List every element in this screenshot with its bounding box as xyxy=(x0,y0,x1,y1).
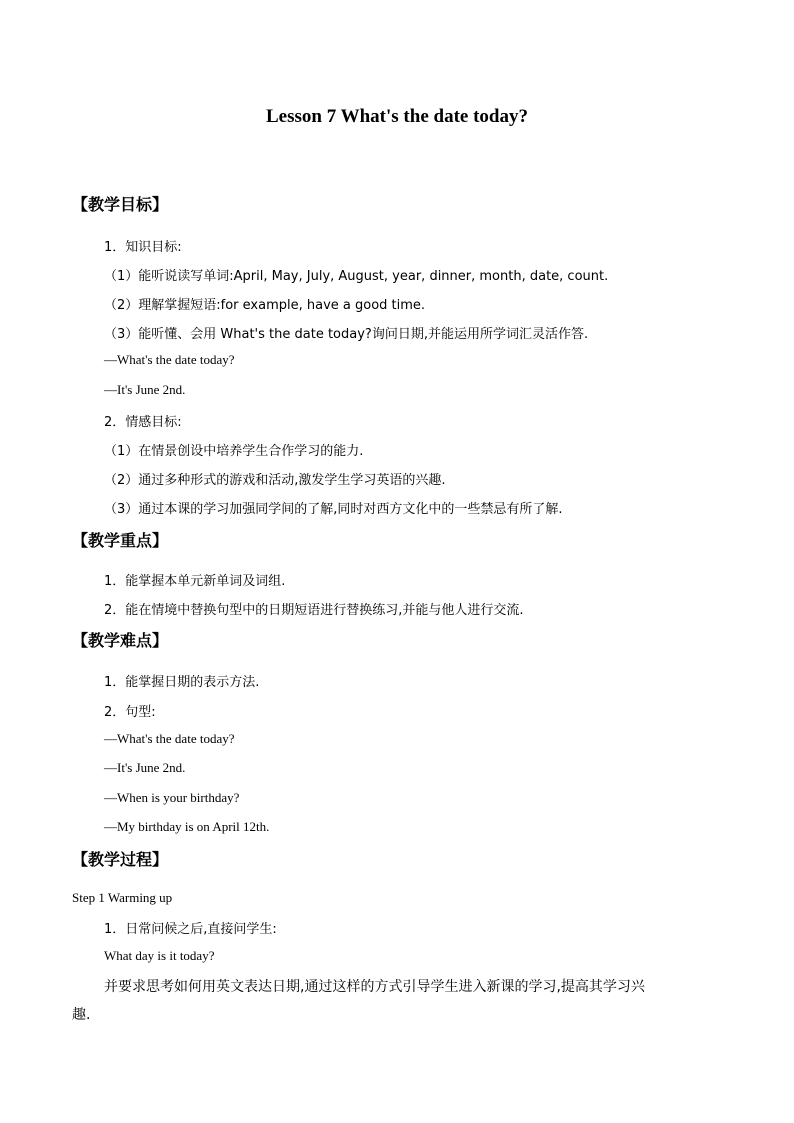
text-line: Step 1 Warming up xyxy=(72,890,173,905)
text-line: （3）能听懂、会用 What's the date today?询问日期,并能运用所学词汇灵活作答. xyxy=(104,327,589,342)
text-line: 1．能掌握本单元新单词及词组. xyxy=(104,574,286,589)
text-line: —It's June 2nd. xyxy=(104,760,186,775)
text-line: 2．情感目标: xyxy=(104,415,182,430)
text-line: —My birthday is on April 12th. xyxy=(104,819,270,834)
text-line: —When is your birthday? xyxy=(104,790,240,805)
section-heading-key-points: 【教学重点】 xyxy=(72,531,169,550)
text-line: —What's the date today? xyxy=(104,731,235,746)
text-line: （3）通过本课的学习加强同学间的了解,同时对西方文化中的一些禁忌有所了解. xyxy=(104,502,563,517)
text-line: 1．知识目标: xyxy=(104,240,182,255)
text-line: 2．句型: xyxy=(104,705,156,720)
text-line: （1）在情景创设中培养学生合作学习的能力. xyxy=(104,444,364,459)
text-line: （1）能听说读写单词:April, May, July, August, year, dinner, month, date, count. xyxy=(104,269,609,284)
section-heading-objectives: 【教学目标】 xyxy=(72,195,169,214)
text-line: —What's the date today? xyxy=(104,352,235,367)
text-line: 1．日常问候之后,直接问学生: xyxy=(104,922,277,937)
document-title: Lesson 7 What's the date today? xyxy=(266,106,528,127)
text-line: 2．能在情境中替换句型中的日期短语进行替换练习,并能与他人进行交流. xyxy=(104,603,524,618)
text-line: —It's June 2nd. xyxy=(104,382,186,397)
text-line: 1．能掌握日期的表示方法. xyxy=(104,675,260,690)
section-heading-difficulties: 【教学难点】 xyxy=(72,631,169,650)
text-line: （2）通过多种形式的游戏和活动,激发学生学习英语的兴趣. xyxy=(104,473,446,488)
text-line: （2）理解掌握短语:for example, have a good time. xyxy=(104,298,426,313)
text-line: What day is it today? xyxy=(104,948,215,963)
section-heading-process: 【教学过程】 xyxy=(72,850,169,869)
text-line: 并要求思考如何用英文表达日期,通过这样的方式引导学生进入新课的学习,提高其学习兴 xyxy=(104,979,645,995)
text-line: 趣. xyxy=(72,1007,91,1023)
